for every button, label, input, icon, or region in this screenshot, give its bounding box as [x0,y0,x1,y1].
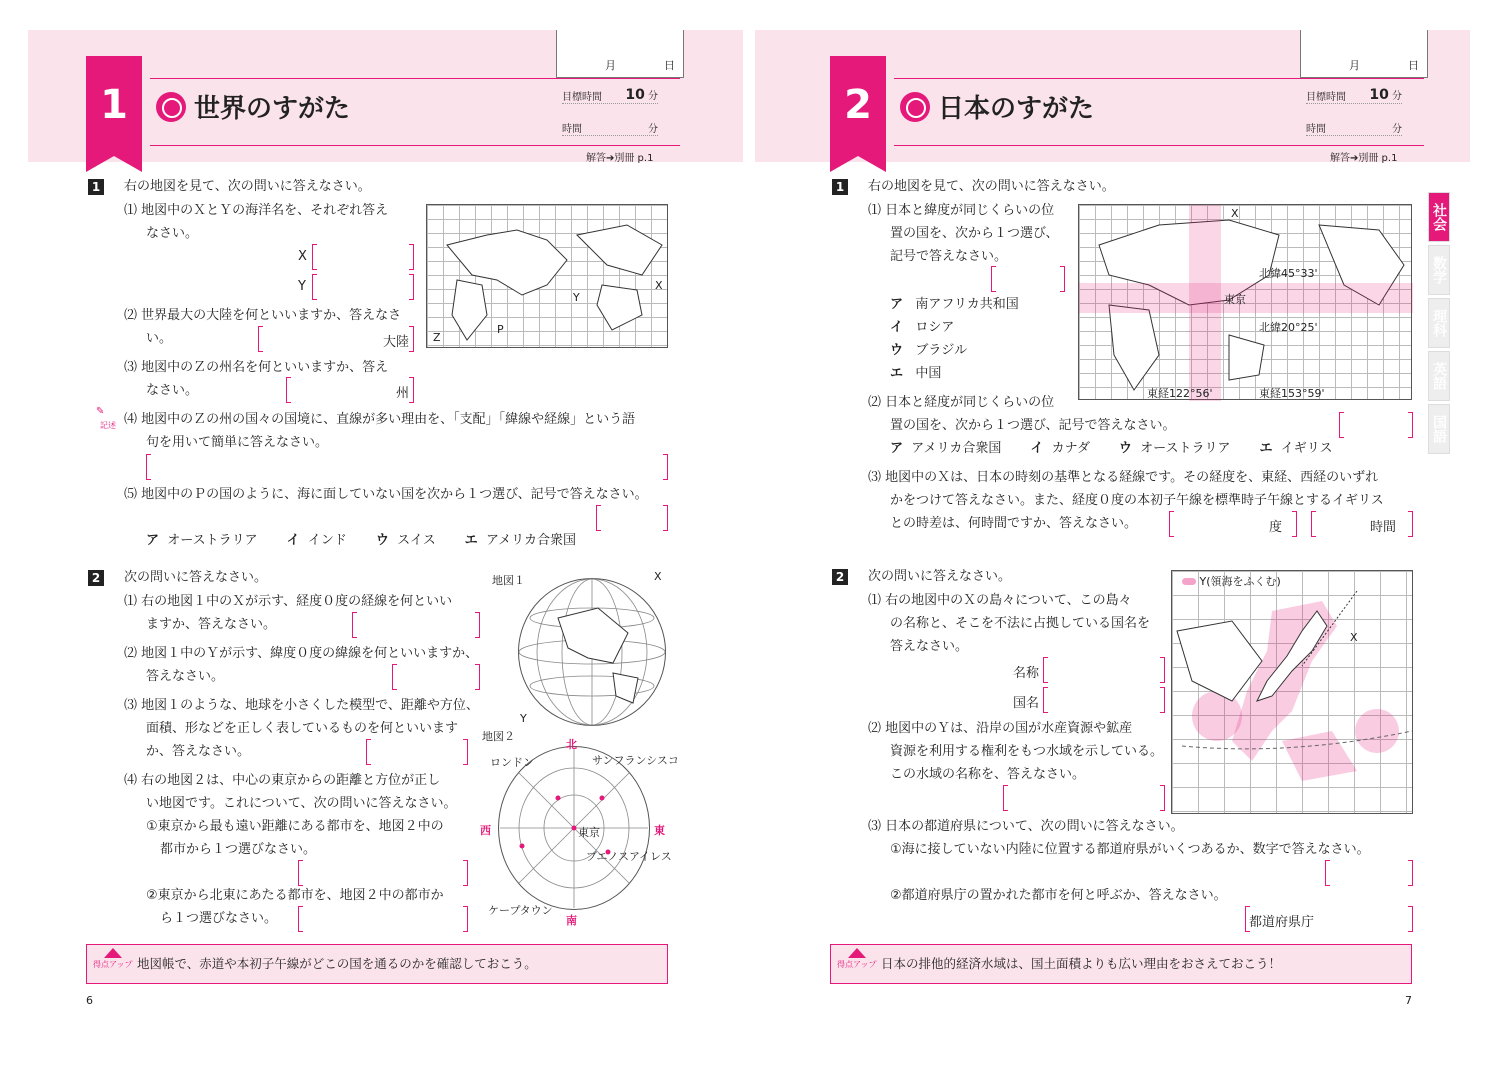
question-text: 答えなさい。 [146,669,225,684]
question-text: ⑷ 右の地図２は、中心の東京からの距離と方位が正し [124,773,441,788]
choice-mark: イ [1030,441,1044,456]
city-cape-town: ケープタウン [488,904,553,917]
question-text: 記号で答えなさい。 [890,249,1008,264]
question-text: 答えなさい。 [890,639,969,654]
divider [150,145,680,146]
score-up-tip [830,944,1412,984]
question-number: 1 [88,179,104,195]
minute-label: 分 [648,91,658,102]
day-label: 日 [1408,59,1419,72]
latitude-band [1079,283,1413,313]
title-text: 世界のすがた [194,94,351,124]
time-label: 時間 [1306,124,1326,135]
answer-field-country[interactable] [1043,687,1165,713]
choice-item [890,339,967,362]
map-label-x: X [655,279,663,292]
chapter-ribbon [830,56,886,156]
question-text: ⑵ 地図中のＹは、沿岸の国が水産資源や鉱産 [868,721,1133,736]
choice-mark: ウ [375,533,389,548]
map1-label-y: Y [520,712,527,725]
answer-label: 国名 [1013,696,1040,711]
question-text: ①海に接していない内陸に位置する都道府県がいくつあるか、数字で答えなさい。 [890,842,1370,857]
title-text: 日本のすがた [938,94,1095,124]
question-number: 2 [832,569,848,585]
question-text: ①東京から最も遠い距離にある都市を、地図２中の [146,819,444,834]
answer-field-eez[interactable] [1003,785,1165,811]
choice-mark: エ [890,366,904,381]
unit-label: 州 [396,386,410,401]
map-label-z: Z [433,331,441,344]
left-page [0,0,745,1065]
choice-text: オーストラリア [167,533,258,548]
map-label-x: X [1350,631,1358,644]
map-label-p: P [497,323,504,336]
answer-label: 名称 [1013,666,1040,681]
question-text: かをつけて答えなさい。また、経度０度の本初子午線を標準時子午線とするイギリス [890,493,1384,508]
choice-text: カナダ [1051,441,1090,456]
answer-field-state[interactable] [286,377,414,403]
question-text: ⑵ 日本と経度が同じくらいの位 [868,395,1055,410]
choice-mark: ウ [1118,441,1132,456]
question-number: 2 [88,570,104,586]
answer-field-time-difference[interactable] [1311,511,1413,537]
question-text: 置の国を、次から１つ選び、 [890,226,1059,241]
answer-field-latitude[interactable] [991,266,1065,292]
tokyo-label: 東京 [1224,293,1246,306]
choice-list [146,529,576,552]
legend-text: Y(領海をふくむ) [1199,575,1281,588]
city-buenos-aires: ブエノスアイレス [586,850,672,863]
longitude-band [1189,205,1221,401]
day-label: 日 [664,59,675,72]
tab-english[interactable]: 英語 [1428,351,1450,401]
score-up-tip [86,944,668,984]
choice-text: オーストラリア [1140,441,1231,456]
question-text: ますか、答えなさい。 [146,617,277,632]
month-label: 月 [605,59,616,72]
globe-icon [156,92,186,122]
month-label: 月 [1349,59,1360,72]
question-text: との時差は、何時間ですか、答えなさい。 [890,516,1138,531]
continents-icon [427,205,669,349]
answer-field-choice[interactable] [596,505,668,531]
latitude-south-label: 北緯20°25' [1259,321,1318,334]
japan-map [1171,570,1413,814]
divider [150,78,680,79]
unit-label: 都道府県庁 [1249,915,1315,930]
choice-mark: エ [464,533,478,548]
choice-text: ブラジル [915,343,968,358]
subject-tabs [1428,192,1472,457]
choice-item [890,293,1019,316]
answer-field-islands[interactable] [1043,657,1165,683]
city-london: ロンドン [490,756,534,769]
longitude-east-label: 東経153°59' [1259,387,1325,400]
question-text: ②都道府県庁の置かれた都市を何と呼ぶか、答えなさい。 [890,888,1227,903]
minute-label: 分 [648,124,658,135]
choice-text: アメリカ合衆国 [485,533,577,548]
question-text: 面積、形などを正しく表しているものを何といいます [146,721,459,736]
unit-label: 大陸 [383,335,410,350]
map-label-y: Y [573,291,580,304]
tab-science[interactable]: 理科 [1428,298,1450,348]
question-lead: 右の地図を見て、次の問いに答えなさい。 [868,179,1115,194]
target-time-value: 10 [625,87,645,103]
question-text: ⑴ 右の地図１中のＸが示す、経度０度の経線を何といい [124,594,453,609]
answer-field-inland-count[interactable] [1325,860,1413,886]
actual-time [562,116,658,136]
target-time-label: 目標時間 [562,92,602,103]
legend [1182,573,1281,589]
question-lead: 右の地図を見て、次の問いに答えなさい。 [124,179,371,194]
question-text: この水域の名称を、答えなさい。 [890,767,1086,782]
question-text: 資源を利用する権利をもつ水域を示している。 [890,744,1164,759]
target-time-value: 10 [1369,87,1389,103]
question-text: ⑴ 右の地図中のＸの島々について、この島々 [868,593,1132,608]
answer-label: Y [298,279,306,294]
unit-label: 時間 [1370,520,1397,535]
city-tokyo: 東京 [578,826,600,839]
choice-mark: ア [890,297,904,312]
answer-field-x[interactable] [312,244,414,270]
south-label: 南 [566,914,577,927]
date-box [556,30,684,78]
minute-label: 分 [1392,124,1402,135]
date-box [1300,30,1428,78]
tab-social-studies[interactable]: 社会 [1428,192,1450,242]
question-text: ②東京から北東にあたる都市を、地図２中の都市か [146,888,444,903]
unit-label: 度 [1269,520,1283,535]
answer-reference: 解答➔別冊 p.1 [1330,153,1398,164]
question-text: か、答えなさい。 [146,744,251,759]
map1-title: 地図１ [492,574,525,587]
choice-mark: イ [890,320,904,335]
japan-eez-icon [1172,571,1414,815]
choice-text: 中国 [915,366,942,381]
azimuthal-grid-icon [498,746,650,910]
score-up-icon [93,948,132,970]
choice-text: ロシア [915,320,955,335]
answer-field-farthest[interactable] [298,860,468,886]
answer-field-meridian[interactable] [352,612,480,638]
question-number: 1 [832,179,848,195]
answer-label: X [298,249,307,264]
latitude-north-label: 北緯45°33' [1259,267,1318,280]
minute-label: 分 [1392,91,1402,102]
azimuthal-map [498,746,650,910]
world-map [426,204,668,348]
map2-title: 地図２ [482,730,515,743]
choice-mark: エ [1259,441,1273,456]
actual-time [1306,116,1402,136]
choice-text: スイス [397,533,436,548]
map-label-x: X [1231,207,1239,220]
page-number: 6 [86,994,93,1007]
answer-field-reason[interactable] [146,454,668,480]
divider [894,78,1424,79]
question-text: ⑴ 地図中のＸとＹの海洋名を、それぞれ答え [124,203,389,218]
tip-text: 日本の排他的経済水域は、国土面積よりも広い理由をおさえておこう！ [881,956,1282,971]
east-label: 東 [654,824,665,837]
page-title [156,88,350,125]
target-time-label: 目標時間 [1306,92,1346,103]
question-text: ⑵ 地図１中のＹが示す、緯度０度の緯線を何といいますか、 [124,646,479,661]
question-text: ⑷ 地図中のＺの州の国々の国境に、直線が多い理由を、「支配」「緯線や経線」という語 [124,412,636,427]
page-title [900,88,1094,125]
world-map [1078,204,1412,400]
question-text: ⑶ 地図中のＺの州名を何といいますか、答え [124,360,389,375]
choice-mark: ア [890,441,904,456]
answer-field-northeast[interactable] [298,906,468,932]
chapter-number: 1 [100,82,128,128]
map1-label-x: X [654,570,662,583]
answer-field-y[interactable] [312,274,414,300]
time-label: 時間 [562,124,582,135]
choice-text: イギリス [1280,441,1333,456]
question-text: ⑶ 日本の都道府県について、次の問いに答えなさい。 [868,819,1184,834]
city-san-francisco: サンフランシスコ [592,754,679,767]
target-time [1306,84,1402,104]
choice-list [890,437,1333,460]
choice-item [890,316,954,339]
pencil-icon: ✎ [96,406,105,417]
question-lead: 次の問いに答えなさい。 [124,570,268,585]
question-text: なさい。 [146,226,199,241]
question-text: ⑶ 地図中のＸは、日本の時刻の基準となる経線です。その経度を、東経、西経のいずれ [868,470,1379,485]
north-label: 北 [566,738,577,751]
page-number: 7 [1405,994,1412,1007]
score-up-icon [837,948,876,970]
written-answer-badge: 記述 [100,421,116,430]
divider [894,145,1424,146]
choice-text: アメリカ合衆国 [911,441,1002,456]
choice-text: インド [307,533,347,548]
longitude-west-label: 東経122°56' [1147,387,1213,400]
globe-icon [900,92,930,122]
question-text: ⑸ 地図中のＰの国のように、海に面していない国を次から１つ選び、記号で答えなさい。 [124,487,648,502]
question-text: ⑴ 日本と緯度が同じくらいの位 [868,203,1055,218]
legend-swatch-icon [1182,578,1196,585]
west-label: 西 [480,824,491,837]
chapter-ribbon [86,56,142,156]
chapter-number: 2 [844,82,872,128]
question-text: ⑶ 地図１のような、地球を小さくした模型で、距離や方位、 [124,698,479,713]
tab-japanese[interactable]: 国語 [1428,404,1450,454]
answer-field-equator[interactable] [392,664,480,690]
choice-mark: ア [146,533,160,548]
choice-text: 南アフリカ共和国 [915,297,1019,312]
question-text: ら１つ選びなさい。 [160,911,278,926]
answer-reference: 解答➔別冊 p.1 [586,153,654,164]
answer-field-longitude[interactable] [1339,412,1413,438]
question-text: ⑵ 世界最大の大陸を何といいますか、答えなさ [124,308,402,323]
question-text: 置の国を、次から１つ選び、記号で答えなさい。 [890,418,1176,433]
tip-label: 得点アップ [837,960,877,969]
question-text: 句を用いて簡単に答えなさい。 [146,435,329,450]
question-lead: 次の問いに答えなさい。 [868,569,1012,584]
answer-field-globe[interactable] [366,739,468,765]
tab-math[interactable]: 数学 [1428,245,1450,295]
question-text: の名称と、そこを不法に占拠している国名を [890,616,1151,631]
choice-mark: イ [286,533,300,548]
question-text: い地図です。これについて、次の問いに答えなさい。 [146,796,457,811]
globe-map [518,578,666,726]
question-text: なさい。 [146,383,199,398]
tip-label: 得点アップ [93,960,133,969]
right-page [755,0,1500,1065]
question-text: い。 [146,331,173,346]
globe-grid-icon [518,578,666,726]
choice-mark: ウ [890,343,904,358]
target-time [562,84,658,104]
tip-text: 地図帳で、赤道や本初子午線がどこの国を通るのかを確認しておこう。 [137,956,537,971]
choice-item [890,362,941,385]
question-text: 都市から１つ選びなさい。 [160,842,317,857]
